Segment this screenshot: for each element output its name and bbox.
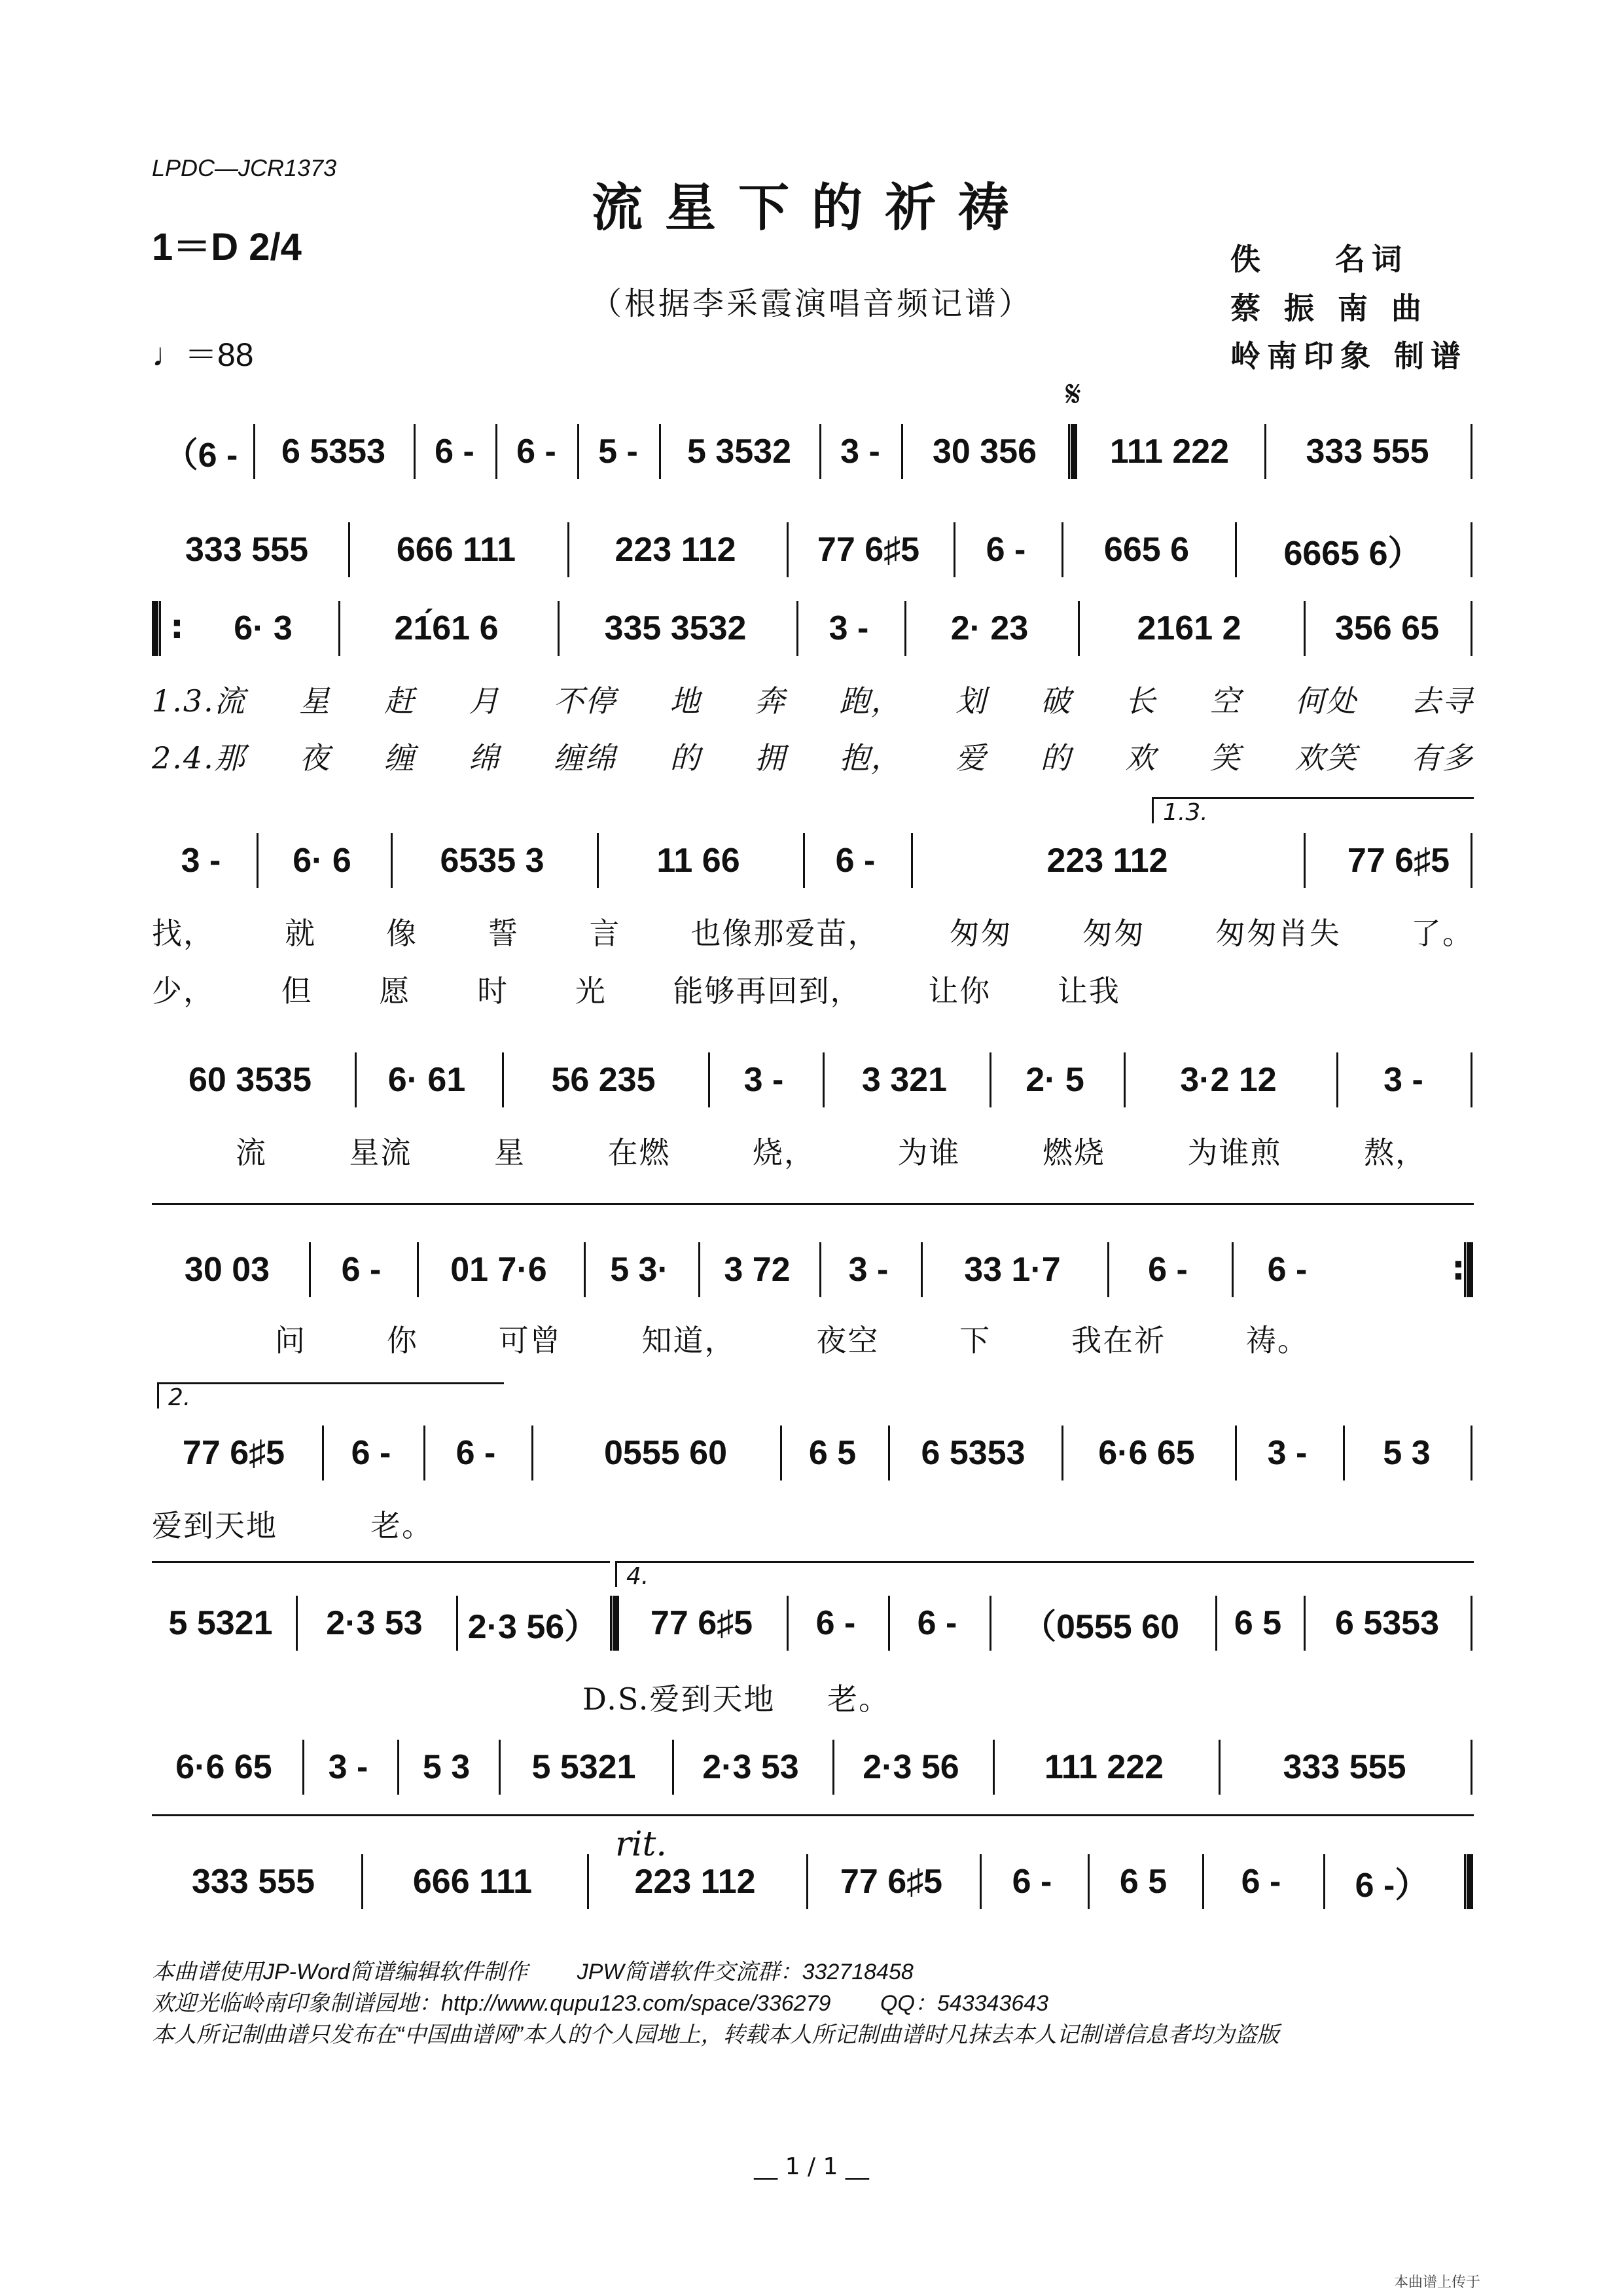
lyric: 为谁煎 — [1187, 1135, 1282, 1170]
score-system-6 — [152, 1237, 1474, 1302]
lyric: 下 — [959, 1323, 991, 1358]
measure: 6 -） — [1355, 1866, 1429, 1905]
measure: 30 356 — [932, 433, 1037, 471]
volta-line — [152, 1203, 1474, 1205]
lyric: 匆匆 — [949, 916, 1012, 951]
volta-2: 2. — [157, 1382, 504, 1408]
measure: 6 - — [835, 842, 876, 880]
measure: 111 222 — [1109, 433, 1230, 471]
measure: 0555 60 — [604, 1434, 727, 1472]
lyric: 就 — [285, 916, 317, 951]
lyric: 笑 — [1209, 740, 1241, 776]
lyric: 破 — [1040, 683, 1072, 719]
measure: 333 555 — [185, 531, 308, 569]
measure: 6 - — [986, 531, 1026, 569]
lyric: 流 — [236, 1135, 267, 1170]
measure: 6 - — [351, 1434, 391, 1472]
lyric: 可曾 — [498, 1323, 562, 1358]
measure: 6 - — [917, 1604, 957, 1642]
measure: 11 66 — [656, 842, 740, 880]
measure: 6 5353 — [281, 433, 386, 471]
measure: 5 3532 — [687, 433, 792, 471]
lyric: 去寻 — [1410, 683, 1474, 719]
lyric: 匆匆 — [1082, 916, 1145, 951]
measure: 356 65 — [1334, 609, 1440, 647]
measure: 6 5353 — [1334, 1604, 1440, 1642]
credit-arranger: 岭南印象 制谱 — [1230, 338, 1468, 374]
measure: 6· 6 — [293, 842, 351, 880]
measure: 6665 6） — [1283, 534, 1422, 573]
lyric: 空 — [1209, 683, 1241, 719]
lyrics-line-1 — [152, 677, 1474, 721]
lyric: 烧， — [753, 1135, 815, 1170]
ritardando-marking: rit. — [615, 1825, 667, 1864]
lyric: 有多 — [1410, 740, 1474, 776]
measure: 3 - — [840, 433, 880, 471]
lyric: 知道， — [641, 1323, 736, 1358]
tempo-marking: ♩＝88 — [152, 336, 254, 373]
lyric: 愿 — [379, 973, 411, 1009]
measure: 5 5321 — [168, 1604, 273, 1642]
lyric: 抱， — [839, 740, 902, 776]
lyric: 了。 — [1410, 916, 1474, 951]
measure: 3 - — [181, 842, 221, 880]
lyric: 光 — [575, 973, 607, 1009]
measure: 3 - — [328, 1748, 368, 1786]
lyric: 缠 — [383, 740, 416, 776]
measure: 223 112 — [1046, 842, 1168, 880]
lyric: 星流 — [349, 1135, 412, 1170]
measure: 666 111 — [396, 531, 516, 569]
upload-watermark: 本曲谱上传于 — [1394, 2274, 1481, 2291]
measure: 6 5 — [808, 1434, 857, 1472]
measure: 2161 2 — [1137, 609, 1241, 647]
lyric: 能够再回到， — [673, 973, 862, 1009]
measure: 56 235 — [551, 1061, 656, 1099]
lyric: 我在祈 — [1071, 1323, 1166, 1358]
lyric: 划 — [955, 683, 988, 719]
lyric: 匆匆肖失 — [1215, 916, 1341, 951]
lyric: 让你 — [928, 973, 991, 1009]
measure: 77 6♯5 — [182, 1434, 285, 1472]
lyrics-line-8 — [582, 1676, 890, 1719]
measure: 6 - — [455, 1434, 496, 1472]
lyric: 不停 — [553, 683, 616, 719]
lyrics-line-3 — [152, 910, 1474, 953]
measure: 3 - — [743, 1061, 784, 1099]
lyric: 绵 — [469, 740, 501, 776]
lyric: 为谁 — [897, 1135, 961, 1170]
lyric: 1.3.流 — [152, 683, 246, 719]
lyric: 让我 — [1057, 973, 1120, 1009]
lyric: 像 — [386, 916, 418, 951]
measure: 111 222 — [1044, 1748, 1164, 1786]
measure: 6 5 — [1119, 1863, 1168, 1901]
lyric: 欢 — [1125, 740, 1157, 776]
measure: 77 6♯5 — [840, 1863, 943, 1901]
lyrics-line-7 — [152, 1502, 433, 1545]
lyric: 跑， — [839, 683, 902, 719]
measure: 6 5353 — [921, 1434, 1026, 1472]
measure: 6 - — [516, 433, 556, 471]
lyric: 时 — [477, 973, 509, 1009]
score-system-4 — [152, 828, 1474, 893]
measure: （0555 60 — [1022, 1607, 1179, 1646]
lyric: 夜空 — [816, 1323, 880, 1358]
lyric: 奔 — [755, 683, 787, 719]
lyric: 熬， — [1364, 1135, 1427, 1170]
lyric: 夜 — [299, 740, 331, 776]
page-number: __ 1 / 1 __ — [754, 2153, 869, 2180]
measure: 6· 3 — [234, 609, 293, 647]
lyric: 但 — [281, 973, 313, 1009]
measure: 77 6♯5 — [817, 531, 920, 569]
score-system-3 — [152, 596, 1474, 661]
measure: 21́61 6 — [394, 609, 499, 647]
volta-line — [152, 1814, 1474, 1816]
measure: 3 72 — [724, 1251, 791, 1289]
measure: 6 - — [1267, 1251, 1308, 1289]
lyric: 老。 — [827, 1681, 890, 1717]
measure: 5 3 — [1383, 1434, 1431, 1472]
page-subtitle: （根据李采霞演唱音频记谱） — [590, 285, 1033, 322]
measure: 6·6 65 — [1098, 1434, 1195, 1472]
measure: 5 3 — [422, 1748, 471, 1786]
measure: 77 6♯5 — [650, 1604, 753, 1642]
lyric: 祷。 — [1245, 1323, 1309, 1358]
measure: 5 3· — [610, 1251, 669, 1289]
measure: 333 555 — [1306, 433, 1429, 471]
score-system-2 — [152, 517, 1474, 583]
measure: 3 - — [829, 609, 869, 647]
measure: 2· 5 — [1026, 1061, 1084, 1099]
lyric: 缠绵 — [553, 740, 616, 776]
lyric: 长 — [1125, 683, 1157, 719]
score-system-1 — [152, 419, 1474, 484]
measure: 6 - — [1148, 1251, 1188, 1289]
lyric: 欢笑 — [1294, 740, 1358, 776]
measure: 666 111 — [412, 1863, 533, 1901]
lyric: 爱 — [955, 740, 988, 776]
volta-1-3: 1.3. — [1152, 797, 1474, 823]
measure: 333 555 — [1283, 1748, 1406, 1786]
measure: 2·3 53 — [702, 1748, 799, 1786]
measure: （6 - — [164, 436, 238, 475]
credit-composer: 蔡 振 南 曲 — [1230, 291, 1429, 326]
page-title: 流星下的祈祷 — [591, 178, 1031, 238]
lyrics-line-5 — [236, 1129, 1427, 1172]
footer-line-3: 本人所记制曲谱只发布在“中国曲谱网”本人的个人园地上，转载本人所记制曲谱时凡抹去本人记制谱信息者均为盗版 — [152, 2022, 1279, 2047]
measure: 223 112 — [634, 1863, 756, 1901]
measure: 60 3535 — [188, 1061, 312, 1099]
footer-line-1: 本曲谱使用JP-Word简谱编辑软件制作 JPW简谱软件交流群：332718458 — [152, 1960, 914, 1984]
volta-line — [152, 1561, 610, 1563]
measure: 6· 61 — [387, 1061, 466, 1099]
lyric: 赶 — [383, 683, 416, 719]
measure: 6·6 65 — [175, 1748, 272, 1786]
measure: 5 5321 — [531, 1748, 636, 1786]
measure: 665 6 — [1103, 531, 1190, 569]
segno-sign: 𝄋 — [1065, 373, 1082, 416]
measure: 2· 23 — [950, 609, 1029, 647]
measure: 6 5 — [1234, 1604, 1282, 1642]
lyric: 星 — [494, 1135, 526, 1170]
lyric: 的 — [669, 740, 702, 776]
score-system-7 — [152, 1420, 1474, 1486]
lyric: 何处 — [1294, 683, 1358, 719]
key-signature: 1＝D 2/4 — [152, 226, 302, 268]
measure: 6 - — [1012, 1863, 1052, 1901]
measure: 6 - — [435, 433, 474, 471]
lyric: D.S.爱到天地 — [582, 1681, 776, 1717]
lyric: 星 — [299, 683, 331, 719]
score-system-10 — [152, 1849, 1474, 1914]
volta-4: 4. — [615, 1561, 1474, 1587]
footer-line-2: 欢迎光临岭南印象制谱园地：http://www.qupu123.com/space/336279 QQ：543343643 — [152, 1991, 1049, 2016]
lyric: 2.4.那 — [152, 740, 246, 776]
lyrics-line-2 — [152, 734, 1474, 778]
measure: 3 - — [848, 1251, 889, 1289]
measure: 33 1·7 — [964, 1251, 1061, 1289]
measure: 2·3 53 — [326, 1604, 423, 1642]
lyric: 找， — [152, 916, 215, 951]
score-system-5 — [152, 1047, 1474, 1113]
lyric: 言 — [589, 916, 621, 951]
measure: 335 3532 — [604, 609, 747, 647]
lyric: 老。 — [370, 1508, 433, 1543]
lyrics-line-4 — [152, 967, 1120, 1011]
measure: 6 - — [341, 1251, 382, 1289]
measure: 5 - — [598, 433, 638, 471]
score-system-9 — [152, 1734, 1474, 1800]
measure: 2·3 56） — [467, 1607, 599, 1646]
lyric: 在燃 — [607, 1135, 671, 1170]
score-system-8 — [152, 1590, 1474, 1656]
lyric: 少， — [152, 973, 215, 1009]
lyric: 地 — [669, 683, 702, 719]
measure: 6 - — [1241, 1863, 1281, 1901]
measure: 01 7·6 — [450, 1251, 547, 1289]
lyric: 拥 — [755, 740, 787, 776]
lyric: 月 — [469, 683, 501, 719]
measure: 3 - — [1383, 1061, 1423, 1099]
measure: 333 555 — [192, 1863, 315, 1901]
measure: 30 03 — [184, 1251, 270, 1289]
measure: 77 6♯5 — [1347, 842, 1450, 880]
score-code: LPDC—JCR1373 — [152, 154, 337, 181]
lyric: 你 — [386, 1323, 418, 1358]
measure: 6 - — [815, 1604, 856, 1642]
lyrics-line-6 — [275, 1317, 1309, 1360]
lyric: 燃烧 — [1043, 1135, 1105, 1170]
measure: 3·2 12 — [1180, 1061, 1277, 1099]
lyric: 也像那爱苗， — [690, 916, 880, 951]
lyric: 的 — [1040, 740, 1072, 776]
lyric: 誓 — [488, 916, 520, 951]
lyric: 爱到天地 — [152, 1508, 277, 1543]
measure: 2·3 56 — [863, 1748, 959, 1786]
measure: 3 321 — [861, 1061, 948, 1099]
lyric: 问 — [275, 1323, 306, 1358]
measure: 6535 3 — [440, 842, 544, 880]
credit-lyricist: 佚 名词 — [1230, 242, 1409, 277]
measure: 223 112 — [615, 531, 736, 569]
measure: 3 - — [1267, 1434, 1308, 1472]
